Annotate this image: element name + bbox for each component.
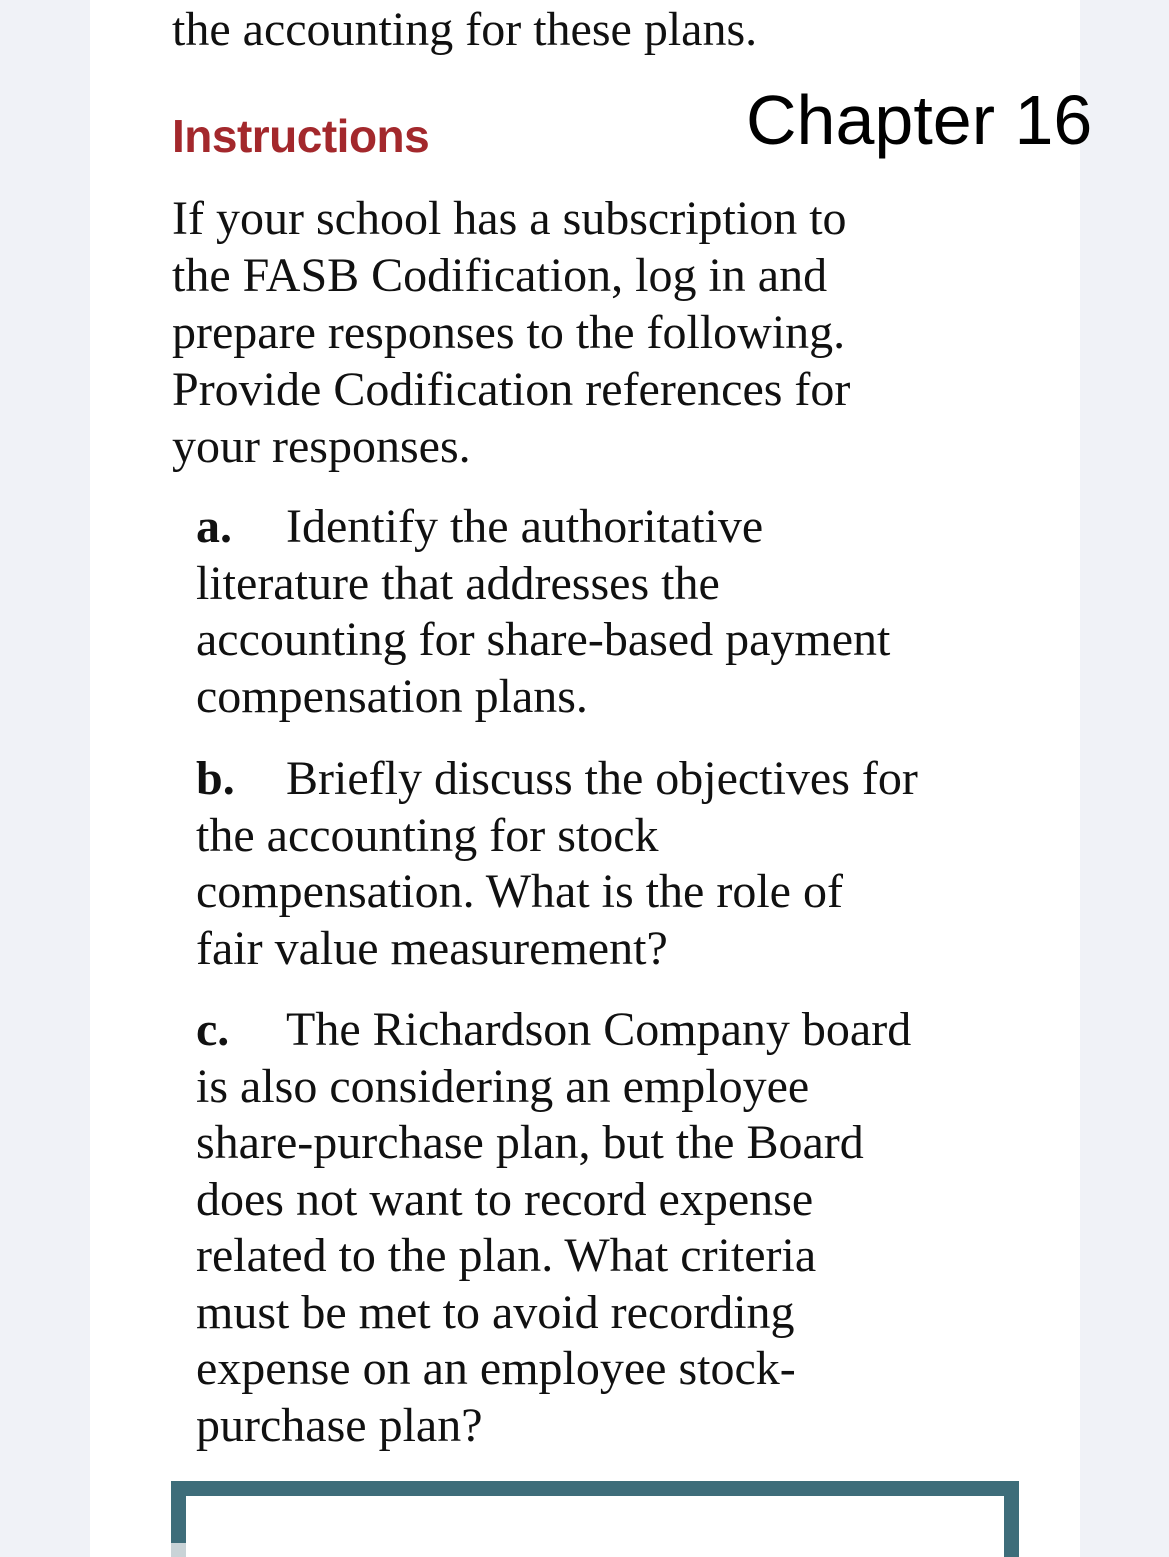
item-letter: a.	[196, 500, 232, 553]
item-line: share-purchase plan, but the Board	[196, 1116, 864, 1169]
intro-line: Provide Codification references for	[172, 363, 851, 416]
intro-line: prepare responses to the following.	[172, 306, 846, 359]
item-letter: c.	[196, 1003, 230, 1056]
previous-text-line: the accounting for these plans.	[172, 3, 758, 56]
item-line: is also considering an employee	[196, 1059, 810, 1113]
intro-line: If your school has a subscription to	[172, 192, 847, 245]
intro-line: the FASB Codification, log in and	[172, 249, 828, 302]
intro-line: your responses.	[172, 420, 471, 473]
item-line: Identify the authoritative	[286, 500, 764, 553]
item-line: related to the plan. What criteria	[196, 1229, 817, 1282]
question-item-b	[196, 751, 996, 977]
item-line: Briefly discuss the objectives for	[286, 752, 918, 805]
item-line: The Richardson Company board	[286, 1003, 912, 1056]
instructions-heading: Instructions	[172, 110, 430, 162]
chapter-label: Chapter 16	[746, 81, 1093, 159]
answer-input-area[interactable]	[186, 1496, 1004, 1557]
item-letter: b.	[196, 752, 235, 805]
item-line: purchase plan?	[196, 1398, 483, 1452]
item-line: fair value measurement?	[196, 921, 668, 975]
instructions-intro	[172, 190, 972, 475]
item-line: does not want to record expense	[196, 1172, 814, 1226]
item-line: the accounting for stock	[196, 808, 659, 862]
item-line: compensation. What is the role of	[196, 865, 843, 918]
item-line: literature that addresses the	[196, 556, 720, 610]
question-item-a	[196, 499, 996, 725]
item-line: accounting for share-based payment	[196, 613, 891, 666]
item-line: must be met to avoid recording	[196, 1285, 795, 1339]
item-line: compensation plans.	[196, 669, 588, 723]
item-line: expense on an employee stock-	[196, 1342, 796, 1395]
scroll-edge-marker	[171, 1543, 186, 1557]
question-item-c	[196, 1002, 996, 1454]
